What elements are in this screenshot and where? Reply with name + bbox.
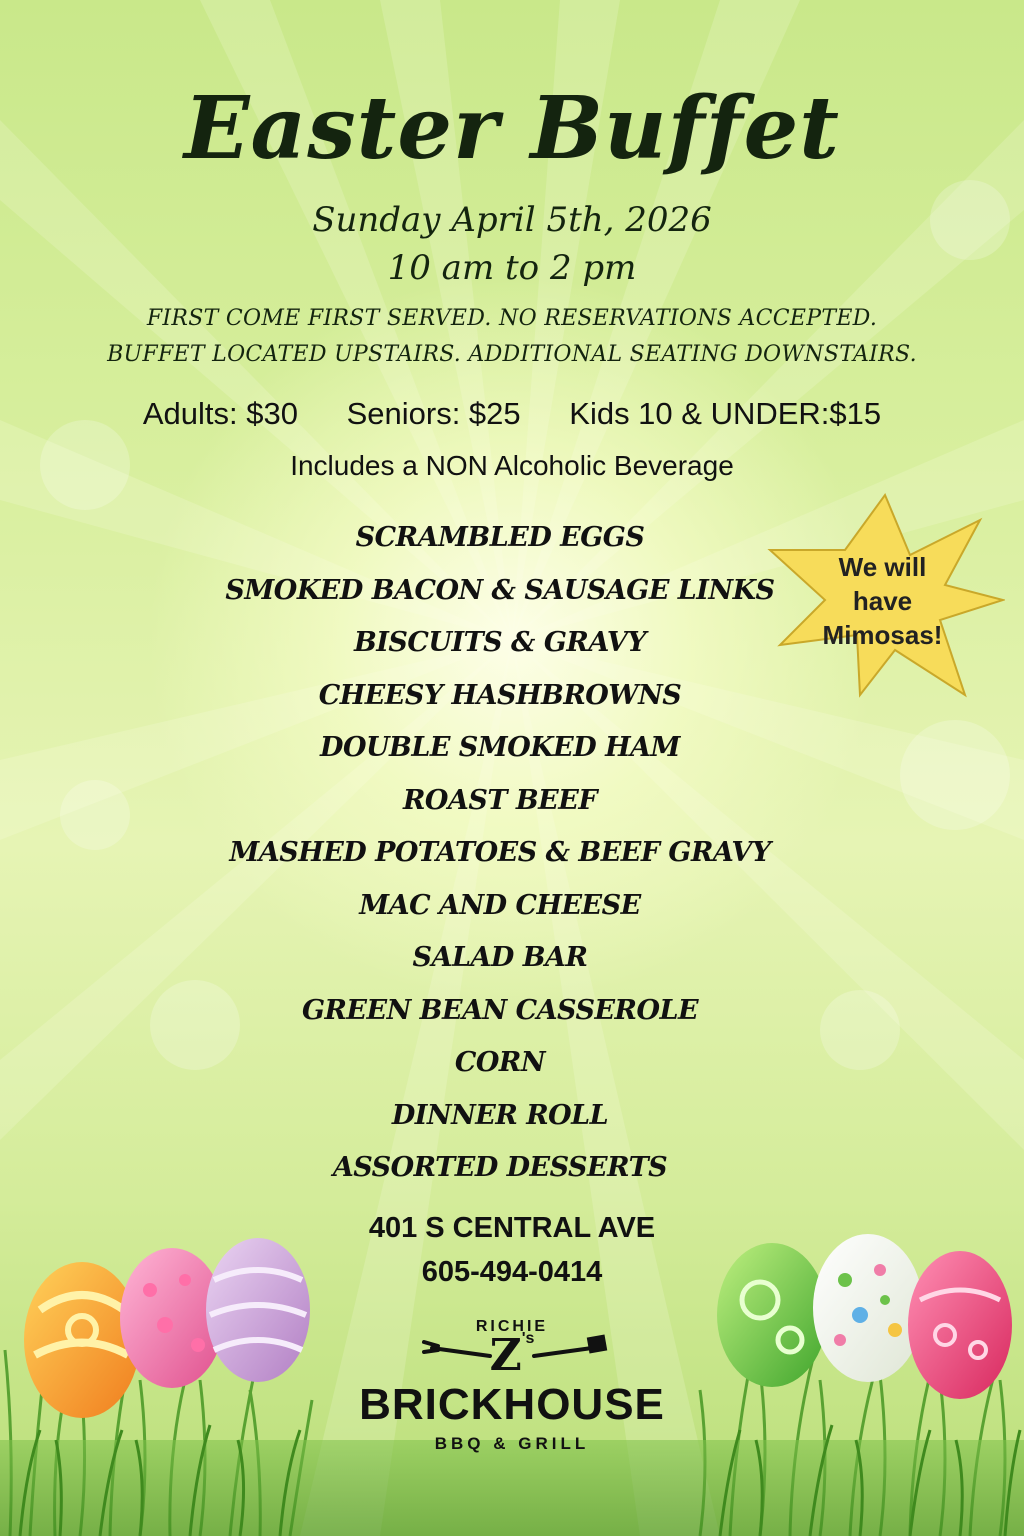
menu-item: DINNER ROLL bbox=[391, 1099, 609, 1131]
menu-item: MASHED POTATOES & BEEF GRAVY bbox=[229, 837, 771, 868]
mimosa-line: Mimosas! bbox=[822, 620, 943, 650]
price-adults: Adults: $30 bbox=[142, 396, 298, 431]
address: 401 S CENTRAL AVE bbox=[368, 1212, 656, 1244]
logo-brickhouse: BRICKHOUSE bbox=[359, 1380, 665, 1429]
flyer-title: Easter Buffet bbox=[183, 78, 841, 179]
menu-item: MAC AND CHEESE bbox=[359, 889, 641, 921]
menu-item: DOUBLE SMOKED HAM bbox=[320, 732, 680, 763]
menu-item: ROAST BEEF bbox=[402, 784, 598, 816]
mimosa-line: We will bbox=[838, 552, 927, 582]
menu-item: CHEESY HASHBROWNS bbox=[318, 679, 682, 711]
logo-z-letter: Z bbox=[489, 1330, 522, 1381]
logo-possessive: 's bbox=[521, 1330, 535, 1347]
menu-item: GREEN BEAN CASSEROLE bbox=[301, 994, 699, 1026]
event-date: Sunday April 5th, 2026 bbox=[312, 200, 712, 240]
mimosa-callout bbox=[800, 550, 965, 652]
menu-item: SALAD BAR bbox=[412, 942, 588, 973]
price-kids: Kids 10 & UNDER:$15 bbox=[569, 396, 882, 431]
menu-item: SMOKED BACON & SAUSAGE LINKS bbox=[225, 574, 775, 606]
logo-bbq-grill: BBQ & GRILL bbox=[434, 1434, 590, 1453]
notice-line: FIRST COME FIRST SERVED. NO RESERVATIONS ACCEPTED. bbox=[146, 306, 878, 331]
logo-z bbox=[0, 1330, 1024, 1381]
phone-number: 605-494-0414 bbox=[421, 1256, 603, 1288]
price-seniors: Seniors: $25 bbox=[346, 396, 521, 431]
menu-item: SCRAMBLED EGGS bbox=[355, 522, 645, 553]
logo-richie: RICHIE bbox=[475, 1318, 549, 1335]
event-time: 10 am to 2 pm bbox=[387, 248, 637, 288]
price-list bbox=[0, 396, 1024, 432]
menu-item: BISCUITS & GRAVY bbox=[353, 627, 647, 658]
beverage-note: Includes a NON Alcoholic Beverage bbox=[290, 450, 734, 481]
menu-item: CORN bbox=[454, 1047, 546, 1078]
menu-item: ASSORTED DESSERTS bbox=[332, 1152, 668, 1183]
mimosa-line: have bbox=[852, 586, 913, 616]
notice-line: BUFFET LOCATED UPSTAIRS. ADDITIONAL SEATING DOWNSTAIRS. bbox=[107, 342, 917, 367]
